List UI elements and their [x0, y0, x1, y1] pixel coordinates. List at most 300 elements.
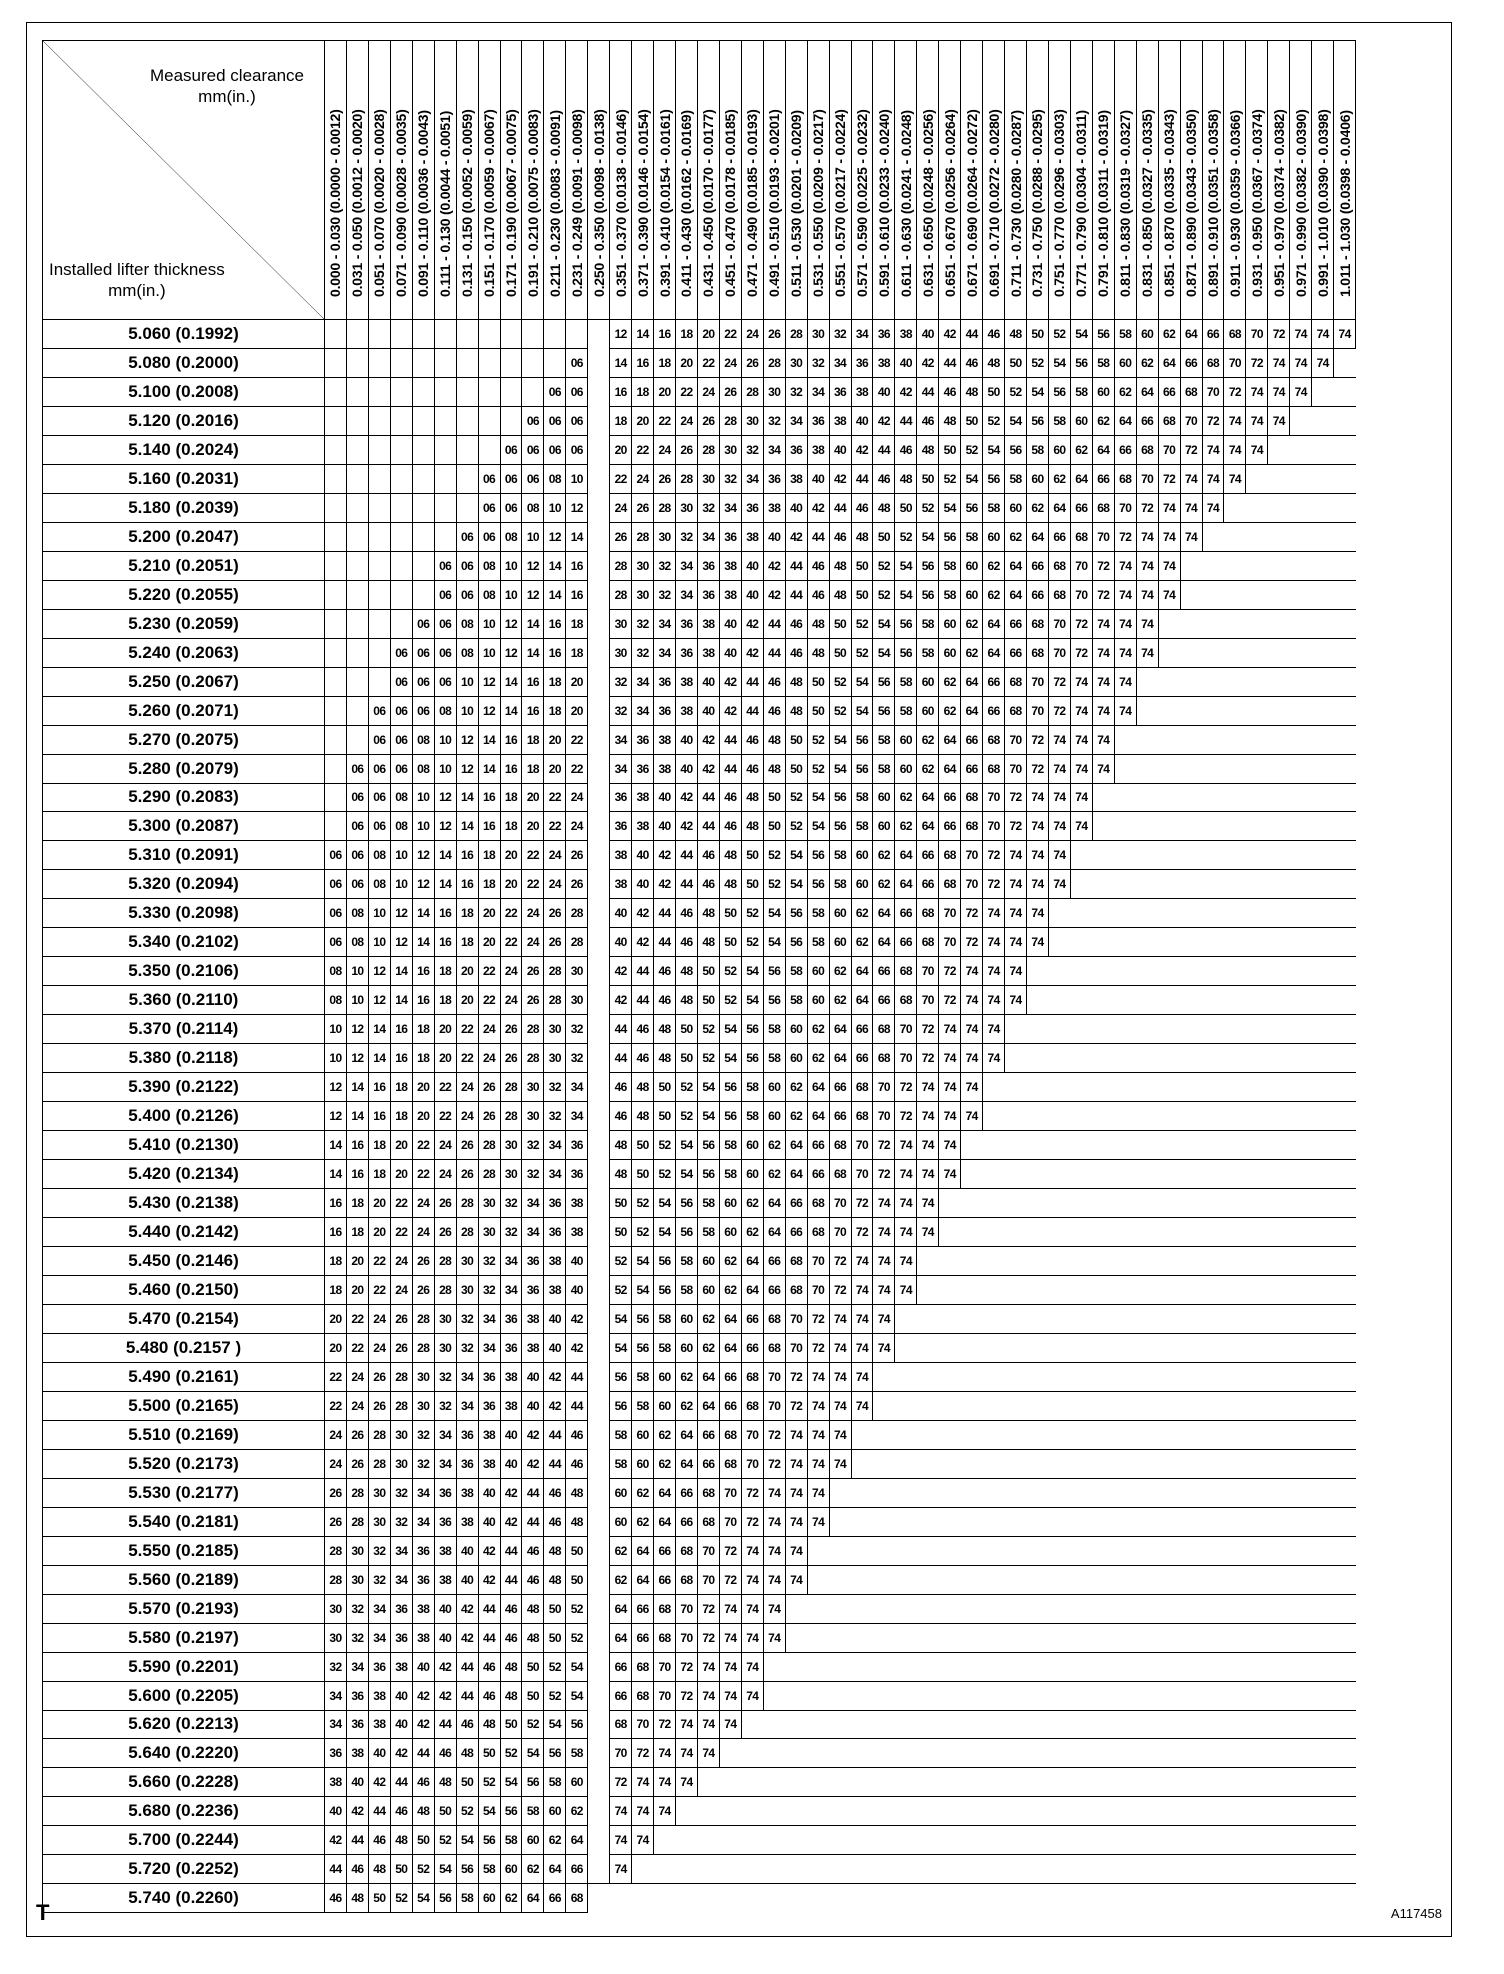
table-row — [43, 1362, 1356, 1391]
new-lifter-cell: 74 — [632, 1768, 654, 1797]
clearance-range-header — [1334, 41, 1356, 320]
new-lifter-cell: 72 — [610, 1768, 632, 1797]
new-lifter-cell: 36 — [676, 638, 698, 667]
new-lifter-cell: 74 — [1092, 725, 1114, 754]
new-lifter-cell: 12 — [544, 522, 566, 551]
new-lifter-cell — [522, 320, 544, 349]
new-lifter-cell: 56 — [719, 1102, 741, 1131]
new-lifter-cell — [368, 522, 390, 551]
new-lifter-cell: 20 — [434, 1044, 456, 1073]
standard-range-gap — [588, 754, 610, 783]
new-lifter-cell: 26 — [390, 1333, 412, 1362]
new-lifter-cell: 74 — [719, 1710, 741, 1739]
new-lifter-cell: 66 — [829, 1102, 851, 1131]
new-lifter-cell: 06 — [522, 406, 544, 435]
new-lifter-cell: 24 — [544, 870, 566, 899]
new-lifter-cell: 32 — [654, 580, 676, 609]
empty-region — [763, 1681, 1355, 1710]
new-lifter-cell: 66 — [917, 870, 939, 899]
new-lifter-cell: 74 — [983, 899, 1005, 928]
new-lifter-cell: 60 — [500, 1855, 522, 1884]
new-lifter-cell: 74 — [961, 1073, 983, 1102]
new-lifter-cell: 20 — [390, 1160, 412, 1189]
installed-thickness-unit: mm(in.) — [108, 281, 166, 300]
new-lifter-cell: 74 — [1180, 493, 1202, 522]
new-lifter-cell: 74 — [1202, 493, 1224, 522]
new-lifter-cell: 62 — [719, 1247, 741, 1276]
new-lifter-cell: 54 — [544, 1710, 566, 1739]
standard-range-gap — [588, 1304, 610, 1333]
new-lifter-cell: 58 — [785, 986, 807, 1015]
clearance-range-label: 0.211 - 0.230 (0.0083 - 0.0091) — [546, 110, 563, 297]
standard-range-gap — [588, 783, 610, 812]
new-lifter-cell: 06 — [478, 493, 500, 522]
new-lifter-cell: 26 — [632, 493, 654, 522]
new-lifter-cell: 60 — [676, 1304, 698, 1333]
new-lifter-cell: 50 — [412, 1826, 434, 1855]
new-lifter-cell: 28 — [566, 928, 588, 957]
new-lifter-cell: 74 — [632, 1797, 654, 1826]
new-lifter-cell: 62 — [1092, 406, 1114, 435]
new-lifter-cell: 18 — [566, 638, 588, 667]
new-lifter-cell: 64 — [939, 725, 961, 754]
new-lifter-cell — [500, 377, 522, 406]
lifter-thickness-cell: 5.440 (0.2142) — [43, 1218, 325, 1247]
new-lifter-cell: 08 — [390, 812, 412, 841]
new-lifter-cell: 14 — [478, 725, 500, 754]
new-lifter-cell: 74 — [807, 1391, 829, 1420]
new-lifter-cell: 72 — [1092, 580, 1114, 609]
new-lifter-cell: 24 — [500, 986, 522, 1015]
empty-region — [829, 1507, 1356, 1536]
clearance-range-label: 0.971 - 0.990 (0.0382 - 0.0390) — [1292, 109, 1309, 297]
empty-region — [1224, 493, 1356, 522]
new-lifter-cell: 74 — [1136, 580, 1158, 609]
new-lifter-cell: 16 — [346, 1160, 368, 1189]
table-row — [43, 435, 1356, 464]
new-lifter-cell: 46 — [851, 493, 873, 522]
new-lifter-cell: 60 — [807, 957, 829, 986]
clearance-range-label: 0.671 - 0.690 (0.0264 - 0.0272) — [963, 109, 980, 297]
new-lifter-cell: 36 — [346, 1710, 368, 1739]
new-lifter-cell: 62 — [807, 1044, 829, 1073]
new-lifter-cell: 48 — [544, 1536, 566, 1565]
new-lifter-cell: 18 — [390, 1102, 412, 1131]
new-lifter-cell: 38 — [346, 1739, 368, 1768]
lifter-thickness-cell: 5.270 (0.2075) — [43, 725, 325, 754]
new-lifter-cell: 38 — [522, 1304, 544, 1333]
clearance-range-label: 0.631 - 0.650 (0.0248 - 0.0256) — [919, 109, 936, 297]
new-lifter-cell: 70 — [1027, 696, 1049, 725]
new-lifter-cell: 64 — [741, 1247, 763, 1276]
new-lifter-cell — [456, 377, 478, 406]
new-lifter-cell: 44 — [346, 1826, 368, 1855]
new-lifter-cell: 26 — [566, 870, 588, 899]
new-lifter-cell: 14 — [610, 348, 632, 377]
table-row — [43, 1478, 1356, 1507]
new-lifter-cell: 48 — [873, 493, 895, 522]
new-lifter-cell: 46 — [785, 609, 807, 638]
table-row — [43, 522, 1356, 551]
new-lifter-cell: 66 — [807, 1160, 829, 1189]
new-lifter-cell: 72 — [829, 1247, 851, 1276]
new-lifter-cell: 36 — [632, 754, 654, 783]
new-lifter-cell: 50 — [741, 841, 763, 870]
new-lifter-cell: 42 — [522, 1449, 544, 1478]
new-lifter-cell — [325, 580, 347, 609]
new-lifter-cell: 66 — [1005, 638, 1027, 667]
new-lifter-cell: 68 — [939, 841, 961, 870]
new-lifter-cell: 50 — [785, 754, 807, 783]
new-lifter-cell — [390, 320, 412, 349]
new-lifter-cell: 26 — [544, 928, 566, 957]
new-lifter-cell: 48 — [697, 928, 719, 957]
new-lifter-cell: 58 — [566, 1739, 588, 1768]
new-lifter-cell: 74 — [1070, 783, 1092, 812]
clearance-range-header — [851, 41, 873, 320]
new-lifter-cell: 28 — [697, 435, 719, 464]
standard-range-gap — [588, 1855, 610, 1884]
lifter-thickness-cell: 5.160 (0.2031) — [43, 464, 325, 493]
new-lifter-cell: 56 — [632, 1304, 654, 1333]
new-lifter-cell: 34 — [478, 1333, 500, 1362]
new-lifter-cell: 54 — [654, 1218, 676, 1247]
empty-region — [1027, 957, 1356, 986]
new-lifter-cell: 30 — [522, 1102, 544, 1131]
new-lifter-cell: 26 — [500, 1015, 522, 1044]
new-lifter-cell: 56 — [1070, 348, 1092, 377]
new-lifter-cell: 66 — [785, 1218, 807, 1247]
new-lifter-cell: 68 — [807, 1218, 829, 1247]
new-lifter-cell: 50 — [676, 1015, 698, 1044]
new-lifter-cell: 66 — [873, 957, 895, 986]
new-lifter-cell: 52 — [829, 696, 851, 725]
new-lifter-cell: 14 — [412, 899, 434, 928]
table-row — [43, 1189, 1356, 1218]
new-lifter-cell: 60 — [632, 1420, 654, 1449]
new-lifter-cell: 56 — [873, 667, 895, 696]
new-lifter-cell: 50 — [807, 696, 829, 725]
new-lifter-cell: 74 — [1180, 522, 1202, 551]
new-lifter-cell: 06 — [368, 754, 390, 783]
new-lifter-cell: 74 — [1136, 522, 1158, 551]
new-lifter-cell: 70 — [1070, 580, 1092, 609]
new-lifter-cell: 24 — [566, 812, 588, 841]
new-lifter-cell: 56 — [851, 725, 873, 754]
new-lifter-cell: 68 — [1048, 551, 1070, 580]
new-lifter-cell: 74 — [895, 1160, 917, 1189]
new-lifter-cell: 08 — [456, 638, 478, 667]
clearance-range-header — [807, 41, 829, 320]
new-lifter-cell: 74 — [719, 1623, 741, 1652]
clearance-range-header — [588, 41, 610, 320]
table-row — [43, 754, 1356, 783]
new-lifter-cell: 66 — [895, 928, 917, 957]
new-lifter-cell: 22 — [566, 754, 588, 783]
new-lifter-cell: 60 — [961, 551, 983, 580]
new-lifter-cell: 32 — [412, 1449, 434, 1478]
clearance-range-header — [654, 41, 676, 320]
new-lifter-cell: 46 — [500, 1594, 522, 1623]
new-lifter-cell: 34 — [368, 1623, 390, 1652]
new-lifter-cell — [500, 348, 522, 377]
new-lifter-cell: 74 — [1092, 667, 1114, 696]
new-lifter-cell: 54 — [741, 986, 763, 1015]
new-lifter-cell: 60 — [610, 1478, 632, 1507]
empty-region — [1136, 696, 1355, 725]
clearance-range-label: 0.451 - 0.470 (0.0178 - 0.0185) — [722, 109, 739, 297]
new-lifter-cell: 64 — [654, 1507, 676, 1536]
new-lifter-cell: 56 — [456, 1855, 478, 1884]
new-lifter-cell: 18 — [632, 377, 654, 406]
new-lifter-cell: 36 — [325, 1739, 347, 1768]
new-lifter-cell: 74 — [851, 1391, 873, 1420]
new-lifter-cell: 46 — [829, 522, 851, 551]
lifter-thickness-cell: 5.600 (0.2205) — [43, 1681, 325, 1710]
new-lifter-cell: 42 — [719, 667, 741, 696]
new-lifter-cell: 32 — [368, 1565, 390, 1594]
new-lifter-cell: 64 — [610, 1623, 632, 1652]
new-lifter-cell: 70 — [719, 1507, 741, 1536]
clearance-range-label: 0.551 - 0.570 (0.0217 - 0.0224) — [832, 109, 849, 297]
new-lifter-cell: 74 — [1070, 725, 1092, 754]
new-lifter-cell: 74 — [654, 1797, 676, 1826]
lifter-thickness-cell: 5.570 (0.2193) — [43, 1594, 325, 1623]
new-lifter-cell: 56 — [763, 957, 785, 986]
new-lifter-cell: 52 — [829, 667, 851, 696]
new-lifter-cell: 50 — [544, 1623, 566, 1652]
new-lifter-cell: 34 — [434, 1449, 456, 1478]
new-lifter-cell: 38 — [763, 493, 785, 522]
new-lifter-cell: 74 — [1114, 696, 1136, 725]
new-lifter-cell: 24 — [346, 1362, 368, 1391]
new-lifter-cell: 20 — [544, 725, 566, 754]
new-lifter-cell: 32 — [390, 1507, 412, 1536]
new-lifter-cell — [325, 522, 347, 551]
standard-range-gap — [588, 870, 610, 899]
table-row — [43, 899, 1356, 928]
empty-region — [1334, 348, 1356, 377]
new-lifter-cell: 72 — [632, 1739, 654, 1768]
new-lifter-cell: 74 — [785, 1449, 807, 1478]
new-lifter-cell — [434, 464, 456, 493]
new-lifter-cell: 74 — [961, 1015, 983, 1044]
new-lifter-cell: 40 — [478, 1507, 500, 1536]
new-lifter-cell: 36 — [697, 580, 719, 609]
new-lifter-cell: 66 — [632, 1594, 654, 1623]
new-lifter-cell: 50 — [1005, 348, 1027, 377]
clearance-range-label: 0.591 - 0.610 (0.0233 - 0.0240) — [875, 109, 892, 297]
new-lifter-cell: 74 — [1268, 377, 1290, 406]
new-lifter-cell: 74 — [1312, 348, 1334, 377]
new-lifter-cell: 70 — [1246, 320, 1268, 349]
new-lifter-cell: 66 — [983, 667, 1005, 696]
new-lifter-cell: 58 — [741, 1102, 763, 1131]
new-lifter-cell: 74 — [873, 1304, 895, 1333]
new-lifter-cell: 58 — [807, 928, 829, 957]
new-lifter-cell: 44 — [697, 812, 719, 841]
new-lifter-cell — [346, 551, 368, 580]
new-lifter-cell: 62 — [829, 957, 851, 986]
new-lifter-cell: 74 — [1136, 609, 1158, 638]
new-lifter-cell: 54 — [1070, 320, 1092, 349]
new-lifter-cell: 62 — [632, 1507, 654, 1536]
new-lifter-cell: 40 — [566, 1275, 588, 1304]
new-lifter-cell: 44 — [719, 725, 741, 754]
new-lifter-cell: 64 — [939, 754, 961, 783]
new-lifter-cell: 28 — [325, 1565, 347, 1594]
new-lifter-cell: 52 — [434, 1826, 456, 1855]
new-lifter-cell: 74 — [917, 1160, 939, 1189]
new-lifter-cell — [478, 320, 500, 349]
new-lifter-cell: 14 — [325, 1131, 347, 1160]
new-lifter-cell: 30 — [456, 1247, 478, 1276]
new-lifter-cell: 28 — [522, 1044, 544, 1073]
new-lifter-cell: 66 — [676, 1507, 698, 1536]
new-lifter-cell: 28 — [346, 1507, 368, 1536]
new-lifter-cell: 66 — [851, 1015, 873, 1044]
new-lifter-cell — [368, 493, 390, 522]
new-lifter-cell — [544, 348, 566, 377]
new-lifter-cell: 62 — [610, 1536, 632, 1565]
new-lifter-cell: 30 — [478, 1189, 500, 1218]
clearance-range-label: 0.691 - 0.710 (0.0272 - 0.0280) — [985, 109, 1002, 297]
new-lifter-cell: 68 — [1180, 377, 1202, 406]
new-lifter-cell: 46 — [719, 783, 741, 812]
new-lifter-cell: 40 — [522, 1391, 544, 1420]
new-lifter-cell: 40 — [522, 1362, 544, 1391]
new-lifter-cell: 74 — [785, 1536, 807, 1565]
new-lifter-cell: 34 — [632, 696, 654, 725]
new-lifter-cell: 72 — [676, 1681, 698, 1710]
new-lifter-cell — [368, 580, 390, 609]
new-lifter-cell: 50 — [961, 406, 983, 435]
new-lifter-cell: 54 — [763, 928, 785, 957]
new-lifter-cell: 06 — [325, 841, 347, 870]
new-lifter-cell: 62 — [566, 1797, 588, 1826]
new-lifter-cell: 74 — [829, 1449, 851, 1478]
new-lifter-cell: 52 — [961, 435, 983, 464]
new-lifter-cell: 44 — [676, 870, 698, 899]
new-lifter-cell: 26 — [676, 435, 698, 464]
new-lifter-cell: 38 — [478, 1420, 500, 1449]
new-lifter-cell: 36 — [697, 551, 719, 580]
new-lifter-cell — [346, 667, 368, 696]
new-lifter-cell: 42 — [610, 986, 632, 1015]
new-lifter-cell: 62 — [895, 783, 917, 812]
new-lifter-cell: 14 — [632, 320, 654, 349]
new-lifter-cell: 70 — [1005, 754, 1027, 783]
new-lifter-cell: 54 — [434, 1855, 456, 1884]
new-lifter-cell: 74 — [939, 1131, 961, 1160]
new-lifter-cell: 60 — [895, 754, 917, 783]
new-lifter-cell: 26 — [654, 464, 676, 493]
new-lifter-cell: 72 — [939, 957, 961, 986]
new-lifter-cell: 50 — [851, 551, 873, 580]
new-lifter-cell: 64 — [566, 1826, 588, 1855]
new-lifter-cell: 72 — [741, 1507, 763, 1536]
new-lifter-cell: 26 — [478, 1102, 500, 1131]
new-lifter-cell: 64 — [1005, 580, 1027, 609]
lifter-thickness-cell: 5.280 (0.2079) — [43, 754, 325, 783]
table-row — [43, 1652, 1356, 1681]
installed-thickness-label — [49, 259, 225, 301]
new-lifter-cell: 26 — [346, 1420, 368, 1449]
clearance-range-header — [961, 41, 983, 320]
clearance-range-label: 0.791 - 0.810 (0.0311 - 0.0319) — [1095, 110, 1112, 297]
new-lifter-cell: 52 — [610, 1275, 632, 1304]
new-lifter-cell: 56 — [895, 609, 917, 638]
new-lifter-cell: 50 — [566, 1565, 588, 1594]
empty-region — [939, 1218, 1356, 1247]
new-lifter-cell: 74 — [961, 1044, 983, 1073]
new-lifter-cell: 52 — [478, 1768, 500, 1797]
new-lifter-cell: 74 — [1114, 609, 1136, 638]
empty-region — [1180, 551, 1356, 580]
new-lifter-cell: 36 — [851, 348, 873, 377]
new-lifter-cell: 60 — [566, 1768, 588, 1797]
new-lifter-cell: 72 — [719, 1565, 741, 1594]
new-lifter-cell: 52 — [632, 1218, 654, 1247]
new-lifter-cell: 70 — [1005, 725, 1027, 754]
new-lifter-cell: 08 — [478, 580, 500, 609]
new-lifter-cell: 34 — [676, 580, 698, 609]
new-lifter-cell: 54 — [939, 493, 961, 522]
new-lifter-cell: 36 — [544, 1189, 566, 1218]
clearance-range-header — [1202, 41, 1224, 320]
lifter-thickness-cell: 5.080 (0.2000) — [43, 348, 325, 377]
new-lifter-cell: 06 — [544, 406, 566, 435]
new-lifter-cell: 44 — [325, 1855, 347, 1884]
standard-range-gap — [588, 1218, 610, 1247]
new-lifter-cell: 40 — [434, 1623, 456, 1652]
new-lifter-cell: 06 — [434, 667, 456, 696]
new-lifter-cell: 62 — [851, 899, 873, 928]
new-lifter-cell: 38 — [412, 1594, 434, 1623]
new-lifter-cell: 40 — [851, 406, 873, 435]
new-lifter-cell: 68 — [741, 1391, 763, 1420]
new-lifter-cell: 24 — [412, 1218, 434, 1247]
new-lifter-cell: 74 — [719, 1681, 741, 1710]
new-lifter-cell: 06 — [412, 638, 434, 667]
new-lifter-cell: 32 — [456, 1333, 478, 1362]
new-lifter-cell: 72 — [1070, 609, 1092, 638]
new-lifter-cell: 22 — [325, 1391, 347, 1420]
new-lifter-cell: 20 — [346, 1275, 368, 1304]
new-lifter-cell: 42 — [851, 435, 873, 464]
new-lifter-cell — [390, 406, 412, 435]
new-lifter-cell: 46 — [325, 1884, 347, 1913]
standard-range-gap — [588, 1449, 610, 1478]
new-lifter-cell: 34 — [522, 1189, 544, 1218]
new-lifter-cell: 10 — [500, 580, 522, 609]
new-lifter-cell: 72 — [1048, 696, 1070, 725]
clearance-range-header — [873, 41, 895, 320]
new-lifter-cell: 22 — [412, 1160, 434, 1189]
new-lifter-cell — [412, 320, 434, 349]
new-lifter-cell: 10 — [478, 638, 500, 667]
new-lifter-cell: 46 — [456, 1710, 478, 1739]
new-lifter-cell: 48 — [544, 1565, 566, 1594]
new-lifter-cell: 14 — [566, 522, 588, 551]
new-lifter-cell: 18 — [654, 348, 676, 377]
new-lifter-cell: 74 — [1092, 696, 1114, 725]
clearance-range-header — [500, 41, 522, 320]
lifter-thickness-cell: 5.520 (0.2173) — [43, 1449, 325, 1478]
new-lifter-cell: 62 — [763, 1131, 785, 1160]
new-lifter-cell: 32 — [412, 1420, 434, 1449]
new-lifter-cell: 24 — [368, 1333, 390, 1362]
